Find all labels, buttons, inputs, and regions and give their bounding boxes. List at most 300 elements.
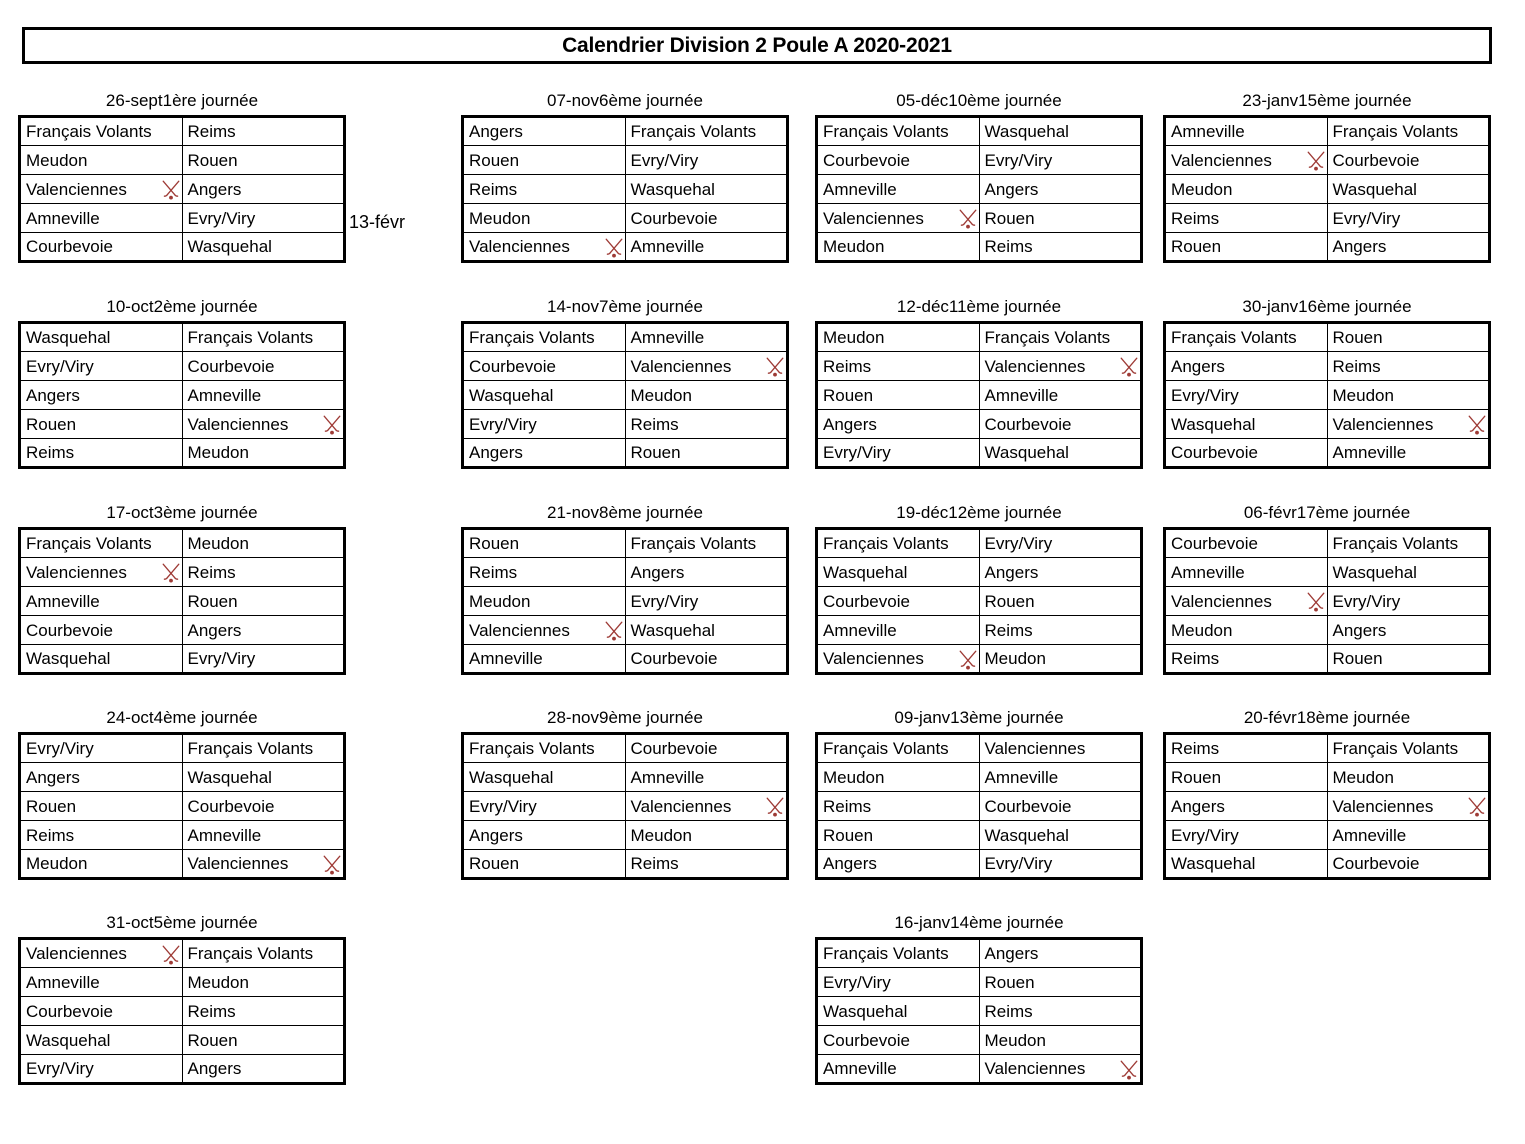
match-cell-away [979, 117, 1142, 146]
match-cell-home [20, 204, 183, 233]
match-cell-away [1327, 587, 1490, 616]
match-cell-away [182, 1026, 345, 1055]
cell-content [188, 617, 344, 644]
team-name-home: Meudon [1171, 620, 1233, 640]
journee-fixtures-table [1163, 732, 1491, 880]
match-cell-home [463, 616, 626, 645]
match-cell-home [463, 792, 626, 821]
match-cell-away [979, 1026, 1142, 1055]
match-cell-home [463, 117, 626, 146]
team-name-away: Rouen [187, 150, 238, 170]
team-name-home: Valenciennes [469, 237, 570, 256]
team-name-away: Angers [187, 620, 242, 640]
journee-fixtures-table [1163, 115, 1491, 263]
journee-fixtures-table [18, 321, 346, 469]
cell-content [631, 822, 787, 849]
team-name-away: Rouen [1332, 649, 1383, 668]
journee-block-j15 [1163, 90, 1491, 263]
match-cell-home [1165, 763, 1328, 792]
team-name-away: Reims [187, 562, 236, 582]
cell-content [188, 530, 344, 557]
team-name-home: Angers [1171, 356, 1225, 376]
table-row [20, 939, 345, 968]
cell-content [823, 1027, 979, 1054]
table-row [20, 587, 345, 616]
match-cell-away [979, 1055, 1142, 1084]
team-name-home: Rouen [1171, 767, 1222, 787]
table-row [1165, 352, 1490, 381]
team-name-home: Reims [26, 825, 75, 845]
match-cell-home [817, 323, 980, 352]
team-name-home: Reims [26, 443, 75, 462]
team-name-away: Angers [187, 179, 242, 199]
match-cell-away [979, 587, 1142, 616]
cell-content [823, 764, 979, 791]
team-name-home: Meudon [26, 854, 88, 873]
crossed-hockey-sticks-icon [603, 237, 625, 259]
match-cell-home [20, 558, 183, 587]
match-cell-home [463, 645, 626, 674]
cell-content [469, 411, 625, 438]
crossed-hockey-sticks-icon [1466, 414, 1488, 436]
crossed-hockey-sticks-icon [160, 179, 182, 201]
cell-content [985, 735, 1141, 762]
cell-content [26, 411, 182, 438]
match-cell-away [979, 997, 1142, 1026]
table-row [20, 352, 345, 381]
team-name-home: Amneville [26, 972, 100, 992]
match-cell-away [182, 439, 345, 468]
cell-content [188, 969, 344, 996]
cell-content [985, 559, 1141, 586]
team-name-home: Evry/Viry [26, 1059, 94, 1078]
cell-content [1171, 793, 1327, 820]
cell-content [823, 411, 979, 438]
match-cell-away [979, 645, 1142, 674]
crossed-hockey-sticks-icon [957, 649, 979, 671]
match-cell-home [20, 146, 183, 175]
cell-content [631, 617, 787, 644]
team-name-away: Angers [1332, 237, 1387, 256]
journee-caption: 24-oct4ème journée [106, 708, 258, 727]
team-name-home: Valenciennes [469, 620, 570, 640]
table-row [817, 1026, 1142, 1055]
cell-content [26, 588, 182, 615]
cell-content [823, 205, 979, 232]
match-cell-home [20, 850, 183, 879]
cell-content [1171, 617, 1327, 644]
match-cell-home [1165, 204, 1328, 233]
match-cell-away [1327, 323, 1490, 352]
journee-fixtures-table [815, 321, 1143, 469]
cell-content [823, 559, 979, 586]
table-row [1165, 175, 1490, 204]
table-row [1165, 616, 1490, 645]
match-cell-away [182, 146, 345, 175]
cell-content [1333, 850, 1489, 877]
team-name-home: Français Volants [823, 944, 949, 963]
match-cell-away [182, 410, 345, 439]
match-cell-away [182, 529, 345, 558]
table-row [817, 529, 1142, 558]
journee-block-j9 [461, 707, 789, 880]
match-cell-away [979, 410, 1142, 439]
cell-content [631, 411, 787, 438]
team-name-home: Courbevoie [26, 620, 113, 640]
table-row [817, 939, 1142, 968]
cell-content [1171, 822, 1327, 849]
journee-block-j11 [815, 296, 1143, 469]
team-name-away: Amneville [984, 385, 1059, 405]
team-name-home: Evry/Viry [469, 796, 537, 816]
cell-content [1171, 233, 1327, 260]
cell-content [188, 793, 344, 820]
match-cell-home [817, 821, 980, 850]
team-name-home: Amneville [823, 1059, 897, 1078]
team-name-away: Wasquehal [984, 825, 1069, 845]
team-name-away: Courbevoie [1332, 854, 1420, 873]
journee-caption: 05-déc10ème journée [896, 91, 1062, 110]
journee-block-j17 [1163, 502, 1491, 675]
table-row [20, 117, 345, 146]
match-cell-away [979, 233, 1142, 262]
table-row [817, 850, 1142, 879]
table-row [463, 381, 788, 410]
table-row [463, 233, 788, 262]
cell-content [26, 1055, 182, 1082]
cell-content [631, 764, 787, 791]
match-cell-home [817, 645, 980, 674]
cell-content [469, 822, 625, 849]
journee-block-j10 [815, 90, 1143, 263]
team-name-home: Angers [469, 825, 523, 845]
cell-content [631, 850, 787, 877]
cell-content [985, 118, 1141, 145]
table-row [463, 734, 788, 763]
team-name-away: Français Volants [1332, 122, 1459, 141]
team-name-away: Français Volants [1332, 534, 1459, 553]
match-cell-away [625, 587, 788, 616]
team-name-away: Amneville [630, 328, 705, 347]
team-name-home: Wasquehal [823, 1001, 908, 1021]
crossed-hockey-sticks-icon [1305, 150, 1327, 172]
match-cell-away [625, 558, 788, 587]
match-cell-home [20, 352, 183, 381]
team-name-home: Meudon [823, 237, 885, 256]
team-name-home: Rouen [469, 854, 520, 873]
match-cell-away [625, 529, 788, 558]
match-cell-home [817, 792, 980, 821]
match-cell-away [1327, 410, 1490, 439]
table-row [1165, 792, 1490, 821]
cell-content [26, 793, 182, 820]
table-row [20, 792, 345, 821]
table-row [463, 616, 788, 645]
team-name-home: Valenciennes [823, 649, 924, 668]
table-row [817, 997, 1142, 1026]
team-name-home: Français Volants [823, 739, 949, 758]
table-row [817, 439, 1142, 468]
team-name-home: Valenciennes [823, 208, 924, 228]
cell-content [469, 233, 625, 260]
match-cell-home [463, 587, 626, 616]
cell-content [469, 588, 625, 615]
table-row [817, 146, 1142, 175]
table-row [1165, 850, 1490, 879]
table-row [463, 558, 788, 587]
team-name-away: Français Volants [1332, 739, 1459, 758]
cell-content [188, 822, 344, 849]
match-cell-away [1327, 529, 1490, 558]
match-cell-away [625, 645, 788, 674]
table-row [1165, 204, 1490, 233]
match-cell-home [1165, 233, 1328, 262]
table-row [20, 1026, 345, 1055]
journee-fixtures-table [1163, 321, 1491, 469]
cell-content [26, 998, 182, 1025]
table-row [20, 997, 345, 1026]
match-cell-away [625, 821, 788, 850]
journee-caption: 12-déc11ème journée [896, 297, 1062, 316]
journee-caption: 09-janv13ème journée [894, 708, 1064, 727]
journee-fixtures-table [18, 937, 346, 1085]
match-cell-away [625, 734, 788, 763]
match-cell-home [1165, 117, 1328, 146]
team-name-home: Reims [469, 179, 518, 199]
cell-content [1333, 822, 1489, 849]
cell-content [26, 439, 182, 466]
table-row [817, 175, 1142, 204]
cell-content [1333, 735, 1489, 762]
table-row [463, 529, 788, 558]
team-name-away: Reims [984, 237, 1033, 256]
cell-content [823, 382, 979, 409]
cell-content [631, 559, 787, 586]
cell-content [469, 850, 625, 877]
match-cell-home [20, 439, 183, 468]
match-cell-home [1165, 146, 1328, 175]
match-cell-home [1165, 792, 1328, 821]
table-row [20, 850, 345, 879]
cell-content [631, 793, 788, 820]
team-name-away: Wasquehal [1332, 562, 1417, 582]
team-name-away: Meudon [187, 443, 249, 462]
team-name-home: Courbevoie [823, 591, 910, 611]
team-name-home: Français Volants [823, 122, 949, 141]
journee-caption: 19-déc12ème journée [896, 503, 1062, 522]
cell-content [469, 205, 625, 232]
match-cell-away [1327, 146, 1490, 175]
journee-block-j12 [815, 502, 1143, 675]
match-cell-home [20, 763, 183, 792]
cell-content [631, 439, 787, 466]
cell-content [1171, 439, 1327, 466]
team-name-home: Français Volants [469, 328, 595, 347]
team-name-away: Meudon [984, 1030, 1046, 1050]
cell-content [823, 324, 979, 351]
match-cell-home [20, 734, 183, 763]
team-name-away: Wasquehal [1332, 179, 1417, 199]
cell-content [1333, 324, 1489, 351]
table-row [20, 1055, 345, 1084]
team-name-away: Valenciennes [630, 356, 732, 376]
table-row [463, 204, 788, 233]
match-cell-away [625, 117, 788, 146]
cell-content [469, 382, 625, 409]
cell-content [469, 530, 625, 557]
team-name-home: Meudon [1171, 179, 1233, 199]
cell-content [1333, 118, 1489, 145]
table-row [817, 410, 1142, 439]
team-name-home: Angers [26, 767, 80, 787]
cell-content [469, 147, 625, 174]
cell-content [1171, 764, 1327, 791]
team-name-away: Reims [187, 122, 236, 141]
match-cell-away [182, 997, 345, 1026]
cell-content [985, 617, 1141, 644]
team-name-away: Courbevoie [187, 356, 275, 376]
cell-content [1171, 382, 1327, 409]
team-name-away: Angers [187, 1059, 242, 1078]
cell-content [188, 324, 344, 351]
cell-content [469, 617, 625, 644]
team-name-home: Rouen [823, 385, 874, 405]
match-cell-home [1165, 821, 1328, 850]
match-cell-home [20, 645, 183, 674]
team-name-home: Wasquehal [469, 385, 554, 405]
match-cell-home [20, 117, 183, 146]
table-row [817, 117, 1142, 146]
match-cell-away [182, 233, 345, 262]
cell-content [469, 764, 625, 791]
journee-caption: 14-nov7ème journée [547, 297, 703, 316]
team-name-home: Wasquehal [1171, 854, 1256, 873]
cell-content [823, 822, 979, 849]
match-cell-home [817, 175, 980, 204]
team-name-home: Evry/Viry [1171, 385, 1239, 405]
journee-caption: 30-janv16ème journée [1242, 297, 1412, 316]
match-cell-home [463, 439, 626, 468]
match-cell-away [182, 587, 345, 616]
match-cell-away [625, 792, 788, 821]
crossed-hockey-sticks-icon [160, 562, 182, 584]
cell-content [985, 793, 1141, 820]
cell-content [985, 353, 1142, 380]
match-cell-home [463, 529, 626, 558]
team-name-home: Wasquehal [26, 1030, 111, 1050]
match-cell-home [1165, 529, 1328, 558]
team-name-away: Amneville [630, 767, 705, 787]
journee-caption: 23-janv15ème journée [1242, 91, 1412, 110]
cell-content [1333, 764, 1489, 791]
match-cell-home [817, 997, 980, 1026]
table-row [817, 616, 1142, 645]
team-name-home: Angers [26, 385, 80, 405]
journee-block-j6 [461, 90, 789, 263]
cell-content [985, 588, 1141, 615]
match-cell-home [20, 616, 183, 645]
match-cell-away [979, 616, 1142, 645]
match-cell-home [1165, 410, 1328, 439]
crossed-hockey-sticks-icon [957, 208, 979, 230]
team-name-away: Valenciennes [984, 356, 1086, 376]
table-row [463, 175, 788, 204]
team-name-away: Valenciennes [630, 796, 732, 816]
cell-content [26, 118, 182, 145]
cell-content [26, 147, 182, 174]
cell-content [188, 850, 345, 877]
cell-content [1171, 588, 1327, 615]
team-name-home: Evry/Viry [1171, 825, 1239, 845]
crossed-hockey-sticks-icon [603, 620, 625, 642]
team-name-home: Wasquehal [1171, 414, 1256, 434]
match-cell-away [979, 381, 1142, 410]
team-name-home: Angers [823, 854, 877, 873]
match-cell-away [1327, 439, 1490, 468]
team-name-away: Evry/Viry [1332, 591, 1401, 611]
team-name-home: Amneville [823, 179, 897, 199]
team-name-away: Angers [630, 562, 685, 582]
team-name-home: Meudon [469, 591, 531, 611]
team-name-away: Courbevoie [1332, 150, 1420, 170]
team-name-away: Evry/Viry [984, 150, 1053, 170]
team-name-away: Reims [630, 414, 679, 434]
cell-content [469, 118, 625, 145]
cell-content [823, 645, 979, 672]
match-cell-away [182, 616, 345, 645]
table-row [20, 558, 345, 587]
match-cell-home [463, 734, 626, 763]
team-name-away: Français Volants [984, 328, 1111, 347]
match-cell-home [817, 850, 980, 879]
table-row [20, 968, 345, 997]
journee-fixtures-table [461, 732, 789, 880]
cell-content [469, 176, 625, 203]
crossed-hockey-sticks-icon [1305, 591, 1327, 613]
team-name-away: Meudon [630, 385, 692, 405]
journee-caption: 07-nov6ème journée [547, 91, 703, 110]
cell-content [985, 998, 1141, 1025]
table-row [20, 763, 345, 792]
match-cell-home [20, 323, 183, 352]
match-cell-home [817, 1055, 980, 1084]
team-name-home: Meudon [26, 150, 88, 170]
team-name-home: Amneville [1171, 562, 1245, 582]
crossed-hockey-sticks-icon [1466, 796, 1488, 818]
match-cell-home [463, 146, 626, 175]
team-name-away: Valenciennes [1332, 414, 1434, 434]
table-row [817, 587, 1142, 616]
team-name-away: Wasquehal [984, 122, 1069, 141]
match-cell-home [20, 529, 183, 558]
match-cell-home [20, 821, 183, 850]
team-name-home: Valenciennes [26, 944, 127, 963]
cell-content [1333, 411, 1490, 438]
cell-content [188, 382, 344, 409]
journee-fixtures-table [815, 527, 1143, 675]
team-name-away: Rouen [984, 972, 1035, 992]
match-cell-home [20, 1026, 183, 1055]
match-cell-home [463, 410, 626, 439]
table-row [817, 763, 1142, 792]
cell-content [823, 439, 979, 466]
cell-content [823, 793, 979, 820]
cell-content [188, 764, 344, 791]
journee-fixtures-table [461, 321, 789, 469]
match-cell-away [625, 763, 788, 792]
cell-content [188, 147, 344, 174]
cell-content [1333, 147, 1489, 174]
